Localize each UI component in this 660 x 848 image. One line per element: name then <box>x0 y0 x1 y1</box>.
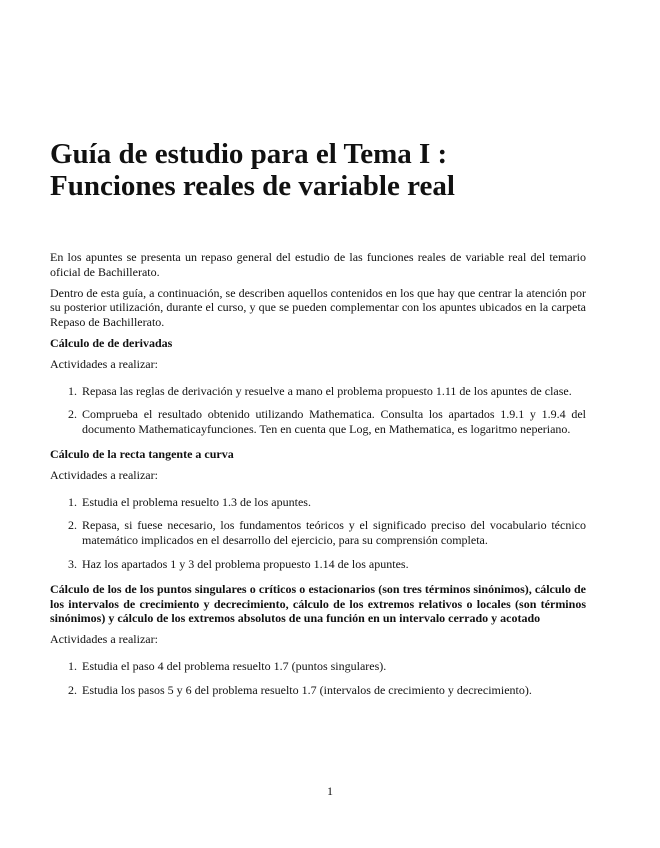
section-heading: Cálculo de los de los puntos singulares o críticos o estacionarios (son tres términos sinónimos), cálculo de los intervalos de crecimiento y decrecimiento, cálculo de los extremos relativos o locales (son términos sinónimos) y cálculo de los extremos absolutos de una función en un intervalo cerrado y acotado <box>50 581 586 626</box>
activity-item: 1. Estudia el paso 4 del problema resuelto 1.7 (puntos singulares). <box>80 659 586 674</box>
page-number: 1 <box>327 784 333 798</box>
intro-paragraph: En los apuntes se presenta un repaso general del estudio de las funciones reales de variable real del temario oficial de Bachillerato. <box>50 250 586 279</box>
title-line-2: Funciones reales de variable real <box>50 170 455 202</box>
activities-list <box>50 384 586 437</box>
activity-item: 3. Haz los apartados 1 y 3 del problema propuesto 1.14 de los apuntes. <box>80 557 586 572</box>
activities-label: Actividades a realizar: <box>50 632 158 647</box>
section-heading: Cálculo de de derivadas <box>50 335 173 350</box>
section-recta-tangente <box>50 447 586 572</box>
section-derivadas <box>50 336 586 437</box>
activities-label: Actividades a realizar: <box>50 356 158 371</box>
activity-item: 1. Estudia el problema resuelto 1.3 de los apuntes. <box>80 495 586 510</box>
title-line-1: Guía de estudio para el Tema I : <box>50 138 448 170</box>
activity-item: 2. Estudia los pasos 5 y 6 del problema resuelto 1.7 (intervalos de crecimiento y decrecimiento). <box>80 683 586 698</box>
document-title <box>50 138 610 202</box>
section-puntos-singulares <box>50 582 586 698</box>
document-body <box>50 250 586 708</box>
activities-list <box>50 495 586 572</box>
activities-label: Actividades a realizar: <box>50 467 158 482</box>
activities-list <box>50 659 586 698</box>
activity-item: 2. Comprueba el resultado obtenido utilizando Mathematica. Consulta los apartados 1.9.1 y 1.9.4 del documento Mathematicayfunciones. Ten en cuenta que Log, en Mathematica, es logaritmo neperiano. <box>80 407 586 437</box>
activity-item: 1. Repasa las reglas de derivación y resuelve a mano el problema propuesto 1.11 de los apuntes de clase. <box>80 384 586 399</box>
activity-item: 2. Repasa, si fuese necesario, los fundamentos teóricos y el significado preciso del vocabulario técnico matemático implicados en el desarrollo del ejercicio, para su comprensión completa. <box>80 518 586 548</box>
intro-paragraph: Dentro de esta guía, a continuación, se describen aquellos contenidos en los que hay que centrar la atención por su posterior utilización, durante el curso, y que se pueden complementar con los apuntes ubicados en la carpeta Repaso de Bachillerato. <box>50 285 586 330</box>
section-heading: Cálculo de la recta tangente a curva <box>50 446 234 461</box>
